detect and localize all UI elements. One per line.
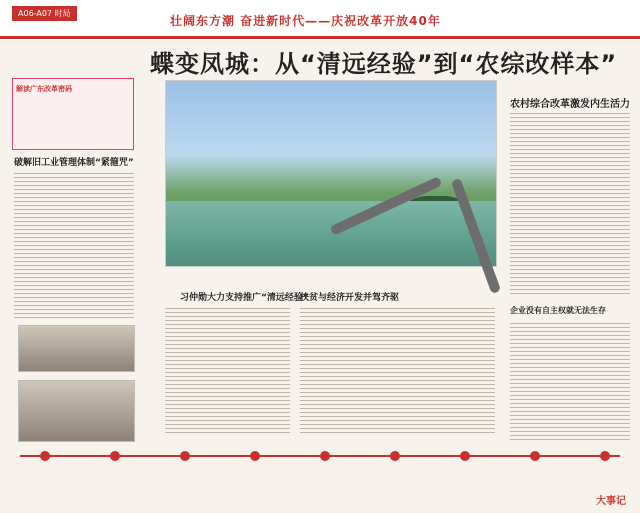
text-column-mid2 xyxy=(300,305,495,435)
timeline-dot xyxy=(250,451,260,461)
timeline-dot xyxy=(390,451,400,461)
subhead-right: 农村综合改革激发内生活力 xyxy=(510,99,630,110)
section-tag: A06-A07 时局 xyxy=(12,6,77,21)
building-photo xyxy=(18,380,135,442)
footer-mark: 大事记 xyxy=(596,496,626,507)
timeline-dot xyxy=(320,451,330,461)
text-column-right xyxy=(510,110,630,295)
timeline-dot xyxy=(110,451,120,461)
timeline-dot xyxy=(600,451,610,461)
factory-photo xyxy=(18,325,135,372)
sidebox-title: 解读广东改革密码 xyxy=(16,85,72,93)
timeline-dot xyxy=(460,451,470,461)
subhead-mid: 习仲勋大力支持推广“清远经验” xyxy=(180,293,309,303)
headline: 蝶变凤城：从“清远经验”到“农综改样本” xyxy=(150,50,618,78)
subhead-left: 破解旧工业管理体制“紧箍咒” xyxy=(14,158,134,168)
text-column-right2 xyxy=(510,320,630,440)
subhead-mid2: 扶贫与经济开发并驾齐驱 xyxy=(300,293,400,303)
text-column-left xyxy=(14,170,134,320)
header-rule xyxy=(0,36,640,39)
timeline-dot xyxy=(530,451,540,461)
main-photo xyxy=(165,80,497,267)
banner-text: 壮阔东方潮 奋进新时代——庆祝改革开放40年 xyxy=(170,14,441,28)
subhead-right2: 企业没有自主权就无法生存 xyxy=(510,306,606,315)
timeline-dot xyxy=(180,451,190,461)
timeline-dot xyxy=(40,451,50,461)
text-column-mid xyxy=(165,305,290,435)
